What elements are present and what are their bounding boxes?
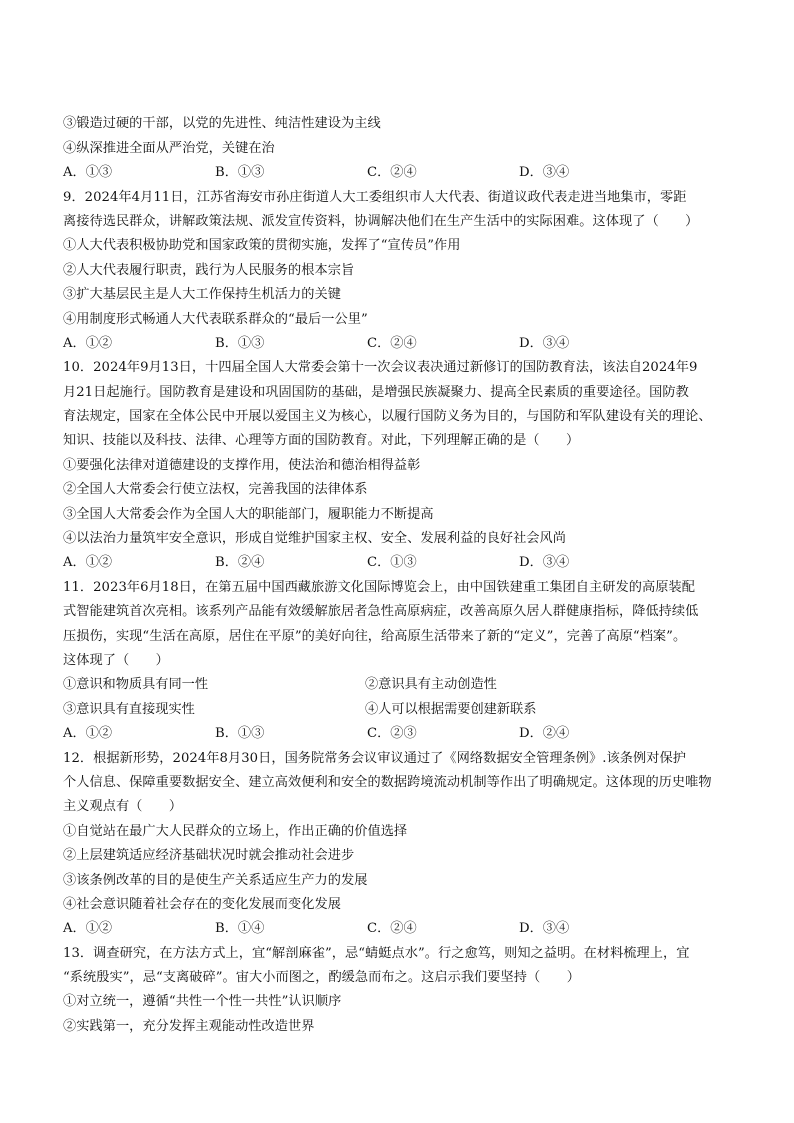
q9-option-c: C．②④ bbox=[367, 335, 417, 351]
q8-option-d: D．③④ bbox=[519, 165, 570, 181]
q10-statement-1: ①要强化法律对道德建设的支撑作用，使法治和德治相得益彰 bbox=[63, 457, 421, 473]
q9-option-b: B．①③ bbox=[215, 335, 265, 351]
q10-stem-line-3: 育法规定，国家在全体公民中开展以爱国主义为核心，以履行国防义务为目的，与国防和军队建设有关的理论、 bbox=[63, 409, 712, 425]
q12-statement-4: ④社会意识随着社会存在的变化发展而变化发展 bbox=[63, 896, 341, 912]
q12-statement-2: ②上层建筑适应经济基础状况时就会推动社会进步 bbox=[63, 848, 355, 864]
q9-statement-2: ②人大代表履行职责，践行为人民服务的根本宗旨 bbox=[63, 262, 355, 278]
q11-statement-row-2 bbox=[63, 698, 735, 722]
q11-statement-2: ②意识具有主动创造性 bbox=[365, 677, 497, 693]
q10-stem-line-2: 月21日起施行。国防教育是建设和巩固国防的基础，是增强民族凝聚力、提高全民素质的重要途径。国防教 bbox=[63, 384, 689, 400]
q12-statement-1: ①自觉站在最广大人民群众的立场上，作出正确的价值选择 bbox=[63, 823, 408, 839]
q11-stem-line-1: 11．2023年6月18日，在第五届中国西藏旅游文化国际博览会上，由中国铁建重工集团自主研发的高原装配 bbox=[63, 579, 695, 595]
q13-statement-2: ②实践第一，充分发挥主观能动性改造世界 bbox=[63, 1018, 315, 1034]
q9-statement-1: ①人大代表积极协助党和国家政策的贯彻实施，发挥了“宣传员”作用 bbox=[63, 238, 461, 254]
q10-option-a: A．①② bbox=[63, 555, 113, 571]
q12-stem-line-2: 个人信息、保障重要数据安全、建立高效便利和安全的数据跨境流动机制等作出了明确规定。这体现的历史唯物 bbox=[63, 774, 712, 790]
q12-options bbox=[63, 917, 735, 941]
q10-option-c: C．①③ bbox=[367, 555, 417, 571]
q10-statement-3: ③全国人大常委会作为全国人大的职能部门，履职能力不断提高 bbox=[63, 506, 434, 522]
q8-statement-3: ③锻造过硬的干部，以党的先进性、纯洁性建设为主线 bbox=[63, 116, 381, 132]
q8-option-c: C．②④ bbox=[367, 165, 417, 181]
q11-statement-3: ③意识具有直接现实性 bbox=[63, 701, 195, 717]
q10-stem-line-4: 知识、技能以及科技、法律、心理等方面的国防教育。对此，下列理解正确的是（ ） bbox=[63, 433, 580, 449]
q8-statement-3 bbox=[63, 88, 735, 112]
q11-option-a: A．①② bbox=[63, 726, 113, 742]
q9-option-a: A．①② bbox=[63, 335, 113, 351]
q8-option-b: B．①③ bbox=[215, 165, 265, 181]
q8-options bbox=[63, 161, 735, 185]
q9-options bbox=[63, 332, 735, 356]
q10-options bbox=[63, 551, 735, 575]
q11-statement-4: ④人可以根据需要创建新联系 bbox=[365, 701, 537, 717]
q9-option-d: D．③④ bbox=[519, 335, 570, 351]
q10-statement-4: ④以法治力量筑牢安全意识，形成自觉维护国家主权、安全、发展利益的良好社会风尚 bbox=[63, 531, 567, 547]
q12-option-b: B．①④ bbox=[215, 921, 265, 937]
q10-statement-2: ②全国人大常委会行使立法权，完善我国的法律体系 bbox=[63, 482, 368, 498]
q9-statement-3: ③扩大基层民主是人大工作保持生机活力的关键 bbox=[63, 287, 341, 303]
q8-option-a: A．①③ bbox=[63, 165, 113, 181]
q12-statement-3: ③该条例改革的目的是使生产关系适应生产力的发展 bbox=[63, 872, 368, 888]
q11-option-c: C．②③ bbox=[367, 726, 417, 742]
q12-option-a: A．①② bbox=[63, 921, 113, 937]
q9-stem-line-2: 离接待选民群众，讲解政策法规、派发宣传资料，协调解决他们在生产生活中的实际困难。这体现了（ ） bbox=[63, 213, 699, 229]
q13-stem-line-1: 13．调查研究，在方法方式上，宜“解剖麻雀”，忌“蜻蜓点水”。行之愈笃，则知之益明。在材料梳理上，宜 bbox=[63, 945, 690, 961]
q9-stem-line-1: 9．2024年4月11日，江苏省海安市孙庄街道人大工委组织市人大代表、街道议政代表走进当地集市，零距 bbox=[63, 189, 687, 205]
q13-stem-line-2: “系统殷实”，忌“支离破碎”。宙大小而图之，酌缓急而布之。这启示我们要坚持（ ） bbox=[63, 970, 580, 986]
q11-statement-1: ①意识和物质具有同一性 bbox=[63, 677, 209, 693]
q8-statement-4: ④纵深推进全面从严治党，关键在治 bbox=[63, 140, 275, 156]
exam-page bbox=[63, 88, 735, 1039]
q10-option-b: B．②④ bbox=[215, 555, 265, 571]
q11-stem-line-2: 式智能建筑首次亮相。该系列产品能有效缓解旅居者急性高原病症，改善高原久居人群健康指标，降低持续低 bbox=[63, 604, 699, 620]
q12-option-d: D．③④ bbox=[519, 921, 570, 937]
q12-option-c: C．②④ bbox=[367, 921, 417, 937]
q11-stem-line-4: 这体现了（ ） bbox=[63, 652, 169, 668]
q9-statement-4: ④用制度形式畅通人大代表联系群众的“最后一公里” bbox=[63, 311, 368, 327]
q11-options bbox=[63, 722, 735, 746]
q10-option-d: D．③④ bbox=[519, 555, 570, 571]
q11-statement-row-1 bbox=[63, 673, 735, 697]
q10-stem-line-1: 10．2024年9月13日，十四届全国人大常委会第十一次会议表决通过新修订的国防教育法，该法自2024年9 bbox=[63, 360, 698, 376]
q12-stem-line-3: 主义观点有（ ） bbox=[63, 799, 183, 815]
q12-stem-line-1: 12．根据新形势，2024年8月30日，国务院常务会议审议通过了《网络数据安全管理条例》.该条例对保护 bbox=[63, 750, 686, 766]
q13-statement-1: ①对立统一，遵循“共性一个性一共性”认识顺序 bbox=[63, 994, 342, 1010]
q11-option-b: B．①③ bbox=[215, 726, 265, 742]
q11-option-d: D．②④ bbox=[519, 726, 570, 742]
q11-stem-line-3: 压损伤，实现“生活在高原，居住在平原”的美好向往，给高原生活带来了新的“定义”，完善了高原“档案”。 bbox=[63, 628, 687, 644]
